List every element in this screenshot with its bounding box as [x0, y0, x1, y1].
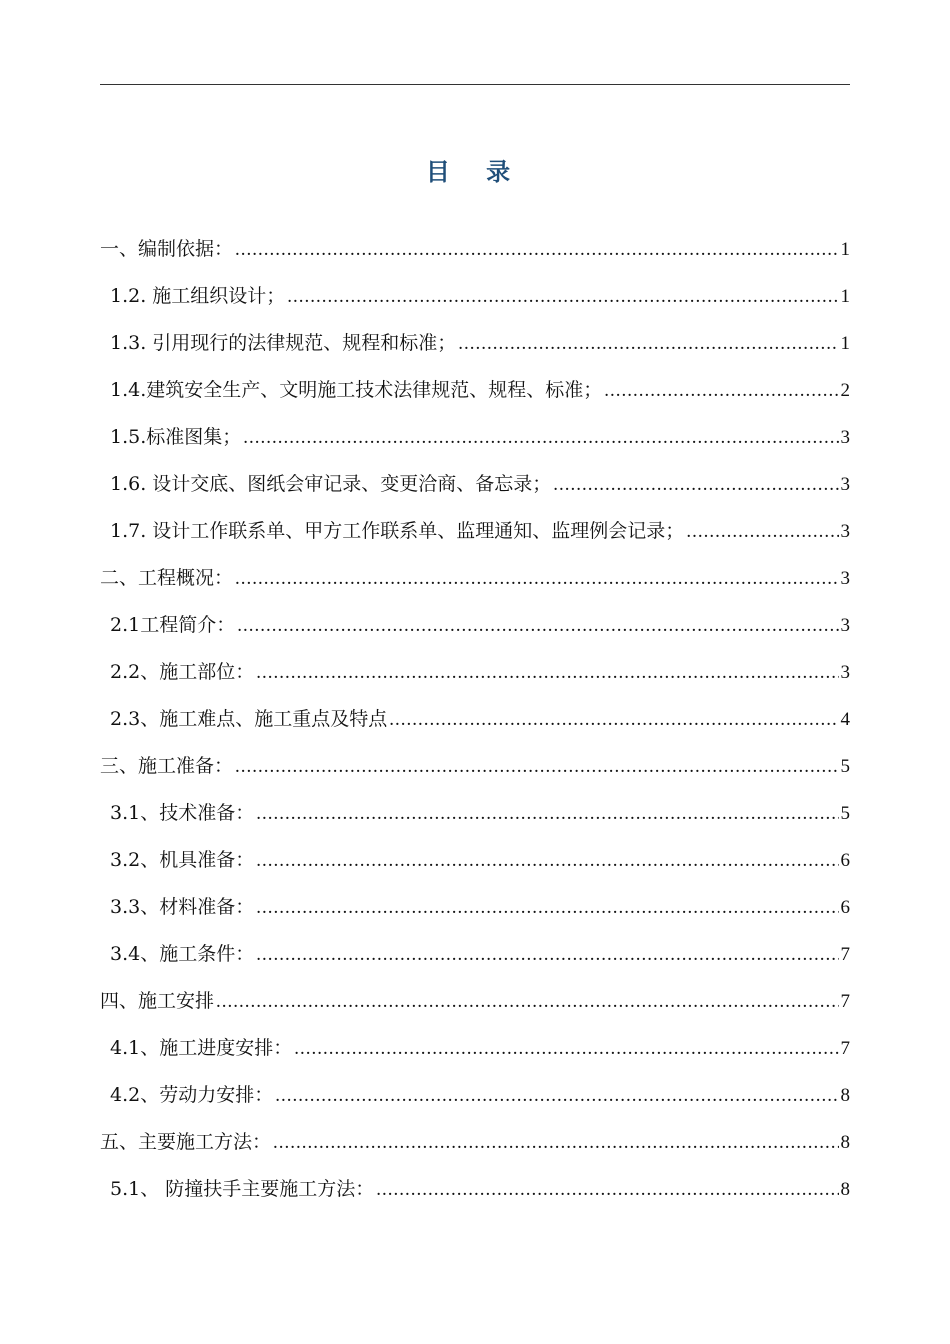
toc-dot-leader [237, 602, 838, 649]
header-rule [100, 84, 850, 85]
toc-entry-page: 7 [840, 991, 850, 1012]
toc-entry[interactable] [100, 414, 850, 461]
toc-entry-page: 3 [840, 474, 850, 495]
toc-entry[interactable] [100, 1025, 850, 1072]
toc-list [100, 226, 850, 1213]
toc-dot-leader [553, 461, 838, 508]
toc-dot-leader [216, 978, 838, 1025]
toc-entry-label: 3.2、机具准备： [110, 849, 255, 871]
toc-entry-label: 二、工程概况： [100, 567, 234, 589]
toc-entry-label: 3.3、材料准备： [110, 896, 255, 918]
toc-dot-leader [275, 1072, 838, 1119]
toc-entry-label: 1.2. 施工组织设计； [110, 285, 286, 307]
toc-entry[interactable] [100, 790, 850, 837]
toc-dot-leader [256, 790, 838, 837]
toc-entry[interactable] [100, 1119, 850, 1166]
toc-entry[interactable] [100, 649, 850, 696]
toc-dot-leader [273, 1119, 838, 1166]
toc-entry[interactable] [100, 461, 850, 508]
toc-entry-page: 1 [840, 286, 850, 307]
toc-entry[interactable] [100, 508, 850, 555]
toc-entry-page: 3 [840, 427, 850, 448]
toc-dot-leader [256, 931, 838, 978]
toc-entry-page: 7 [840, 944, 850, 965]
toc-entry-label: 1.3. 引用现行的法律规范、规程和标准； [110, 332, 457, 354]
toc-entry-page: 1 [840, 239, 850, 260]
toc-entry-page: 7 [840, 1038, 850, 1059]
toc-entry-page: 6 [840, 897, 850, 918]
toc-dot-leader [235, 555, 838, 602]
toc-entry-label: 3.1、技术准备： [110, 802, 255, 824]
toc-entry[interactable] [100, 696, 850, 743]
toc-entry-label: 3.4、施工条件： [110, 943, 255, 965]
toc-entry-page: 3 [840, 568, 850, 589]
toc-entry-label: 4.2、劳动力安排： [110, 1084, 274, 1106]
toc-dot-leader [256, 649, 838, 696]
toc-dot-leader [458, 320, 838, 367]
toc-entry-label: 1.6. 设计交底、图纸会审记录、变更洽商、备忘录； [110, 473, 552, 495]
toc-dot-leader [256, 837, 838, 884]
toc-entry-label: 1.5.标准图集； [110, 426, 242, 448]
toc-dot-leader [294, 1025, 838, 1072]
toc-entry-label: 2.2、施工部位： [110, 661, 255, 683]
toc-dot-leader [235, 743, 838, 790]
toc-entry-label: 1.7. 设计工作联系单、甲方工作联系单、监理通知、监理例会记录； [110, 520, 685, 542]
toc-entry-page: 1 [840, 333, 850, 354]
toc-entry-label: 2.1工程简介： [110, 614, 236, 636]
toc-entry[interactable] [100, 320, 850, 367]
toc-entry[interactable] [100, 978, 850, 1025]
toc-dot-leader [389, 696, 838, 743]
toc-entry-page: 8 [840, 1179, 850, 1200]
toc-entry[interactable] [100, 226, 850, 273]
toc-entry-label: 四、施工安排 [100, 990, 215, 1012]
toc-entry-label: 2.3、施工难点、施工重点及特点 [110, 708, 388, 730]
toc-dot-leader [243, 414, 838, 461]
toc-entry[interactable] [100, 555, 850, 602]
toc-entry[interactable] [100, 743, 850, 790]
toc-entry-label: 4.1、施工进度安排： [110, 1037, 293, 1059]
toc-entry-page: 8 [840, 1132, 850, 1153]
toc-entry-label: 三、施工准备： [100, 755, 234, 777]
toc-entry-page: 6 [840, 850, 850, 871]
toc-entry[interactable] [100, 367, 850, 414]
toc-entry-page: 2 [840, 380, 850, 401]
toc-dot-leader [604, 367, 838, 414]
toc-dot-leader [686, 508, 838, 555]
toc-title: 目 录 [425, 157, 525, 186]
toc-dot-leader [256, 884, 838, 931]
toc-entry-label: 一、编制依据： [100, 238, 234, 260]
toc-entry-label: 五、主要施工方法： [100, 1131, 272, 1153]
toc-entry-page: 3 [840, 662, 850, 683]
toc-entry[interactable] [100, 273, 850, 320]
toc-dot-leader [235, 226, 838, 273]
toc-entry[interactable] [100, 884, 850, 931]
toc-entry-page: 3 [840, 521, 850, 542]
toc-entry-page: 5 [840, 756, 850, 777]
toc-dot-leader [287, 273, 838, 320]
toc-entry[interactable] [100, 931, 850, 978]
toc-dot-leader [376, 1166, 838, 1213]
toc-entry-label: 5.1、 防撞扶手主要施工方法： [110, 1178, 375, 1200]
toc-entry-page: 4 [840, 709, 850, 730]
toc-entry-page: 8 [840, 1085, 850, 1106]
toc-entry-page: 5 [840, 803, 850, 824]
toc-entry[interactable] [100, 837, 850, 884]
toc-entry[interactable] [100, 1166, 850, 1213]
toc-entry-label: 1.4.建筑安全生产、文明施工技术法律规范、规程、标准； [110, 379, 603, 401]
toc-entry[interactable] [100, 602, 850, 649]
toc-entry[interactable] [100, 1072, 850, 1119]
toc-entry-page: 3 [840, 615, 850, 636]
